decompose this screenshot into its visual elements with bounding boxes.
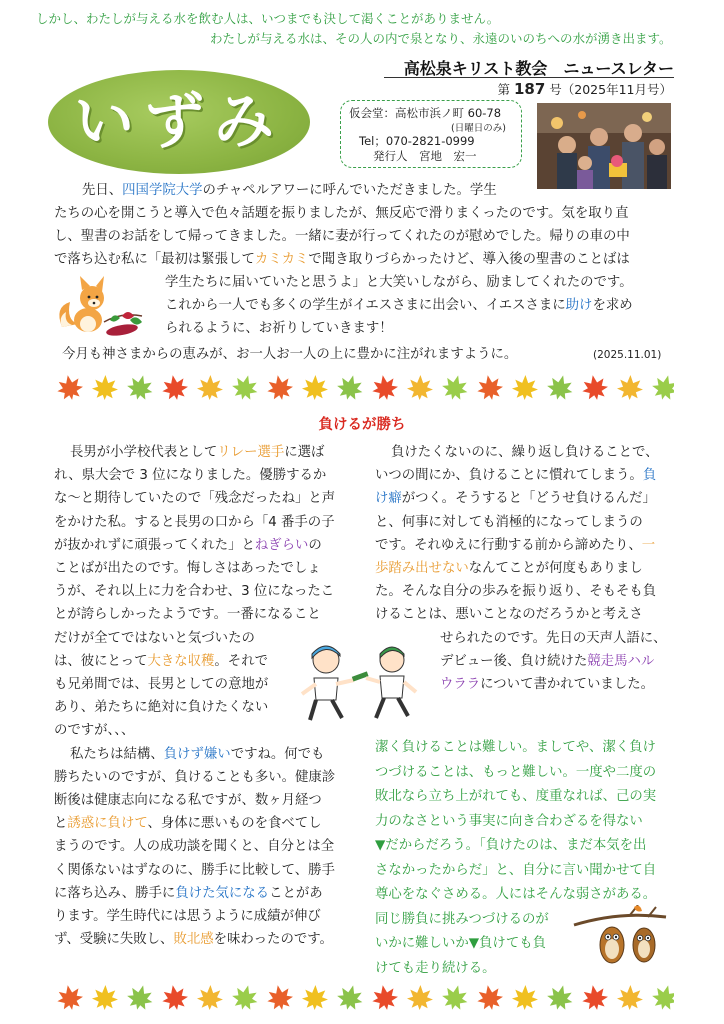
left-column-line: 長男が小学校代表としてリレー選手に選ば [70,445,325,460]
left-column-line: をかけた私。すると長男の口から「4 番手の子 [54,514,335,530]
intro-line-8: 今月も神さまからの恵みが、お一人お一人の上に豊かに注がれますように。 [62,347,518,362]
right-column-line: けることは、悪いことなのだろうかと考えさ [375,607,643,623]
right-column-line: いつの間にか、負けることに慣れてしまう。負 [375,468,657,484]
maple-leaf-icon [649,983,674,1013]
left-column-line: あり、弟たちに絶対に負けたくない [54,700,269,716]
right-column-line: け癖がつく。そうすると「どうせ負けるんだ」 [375,491,656,507]
left-column-line: ことばが出たのです。悔しさはあったでしょ [54,561,321,576]
right-column-line: デビュー後、負け続けた競走馬ハル [440,653,655,669]
logo-text: いずみ [74,87,284,157]
owl-branch-illustration [570,905,670,975]
issue-number: 187 [513,80,546,98]
maple-leaf-icon [229,983,260,1013]
izumi-logo [48,70,310,174]
maple-leaf-icon [617,985,644,1011]
maple-leaf-icon [649,373,674,403]
maple-leaf-icon [475,983,505,1012]
maple-leaf-icon [92,375,119,401]
intro-line-2: たちの心を開こうと導入で色々話題を振りましたが、無反応で滑りまくったのです。気を取り直 [54,206,629,221]
left-column-line: ず、受験に失敗し、敗北感を味わったのです。 [54,932,333,948]
maple-leaf-icon [334,983,365,1013]
left-column-line: な～と期待していたので「残念だったね」と声 [54,491,336,507]
maple-leaf-icon [580,983,610,1012]
left-column-line: 私たちは結構、負けず嫌いですね。何でも [70,746,325,762]
header-rule [384,77,674,78]
left-column-line: れ、県大会で 3 位になりました。優勝するか [54,468,327,484]
left-column-line: 勝ちたいのですが、負けることも多い。健康診 [54,769,336,785]
verse-line-1: しかし、わたしが与える水を飲む人は、いつまでも決して渇くことがありません。 [36,11,500,26]
verse-line-2: わたしが与える水は、その人の内で泉となり、永遠のいのちへの水が湧き出ます。 [210,31,672,46]
maple-leaf-icon [302,985,329,1011]
maple-leaf-icon [580,373,610,402]
maple-leaf-icon [197,375,224,401]
maple-leaf-icon [370,373,400,402]
right-column-line: 潔く負けることは難しい。ましてや、潔く負け [375,740,656,755]
issue-prefix: 第 [497,82,510,97]
maple-leaf-icon [512,375,539,401]
right-column-line: 敗北なら立ち上がれても、度重なれば、己の実 [375,789,657,804]
right-column-line: と、何事に対しても消極的になってしまうの [375,514,643,530]
leaves-border-top [54,373,674,403]
intro-line-1: 先日、四国学院大学のチャペルアワーに呼んでいただきました。学生 [82,183,497,198]
maple-leaf-icon [475,373,505,402]
maple-leaf-icon [124,983,155,1013]
maple-leaf-icon [334,373,365,403]
right-column-line: 尊心をなぐさめる。人にはそんな弱さがある。 [375,887,657,902]
right-column-line: つづけることは、もっと難しい。一度や二度の [375,764,657,780]
right-column-line: 同じ勝負に挑みつづけるのが [375,911,549,927]
maple-leaf-icon [544,373,575,403]
leaves-border-bottom [54,983,674,1013]
left-column-line: は、彼にとって大きな収穫。それで [54,653,268,669]
maple-leaf-icon [160,983,190,1012]
right-column-line: ▼だからだろう。「負けたのは、まだ本気を出 [375,838,647,853]
sunday-only: (日曜日のみ) [451,123,506,134]
left-column-line: く関係ないはずなのに、勝手に比較して、勝手 [54,862,335,878]
telephone: Tel；070-2821-0999 [359,134,475,148]
maple-leaf-icon [92,985,119,1011]
maple-leaf-icon [439,983,470,1013]
article-title: 負けるが勝ち [318,417,406,433]
issue-suffix: 号（2025年11月号） [549,82,672,97]
right-column-line: けても走り続ける。 [375,960,496,976]
maple-leaf-icon [512,985,539,1011]
fox-illustration [52,272,162,342]
right-column-line: さなかったからだ」と、自分に言い聞かせて自 [375,862,657,878]
left-column-line: も兄弟間では、長男としての意地が [54,677,269,692]
church-name: 高松泉キリスト教会 ニュースレター [403,59,674,78]
left-column-line: と誘惑に負けて、身体に悪いものを食べてし [54,816,322,832]
left-column-line: ります。学生時代には思うように成績が伸び [54,909,321,924]
relay-kids-illustration [292,638,432,733]
left-column-line: とが誇らしかったようです。一番になること [54,607,321,623]
contact-info-box [340,100,522,168]
intro-line-5: 学生たちに届いていたと思うよ」と大笑いしながら、励ましてくれたのです。 [165,275,633,290]
maple-leaf-icon [544,983,575,1013]
left-column-line: うが、それ以上に力を合わせ、3 位になったこ [54,584,335,600]
publisher: 発行人 宮地 宏一 [373,149,477,163]
right-column-line: せられたのです。先日の天声人語に、 [440,630,667,646]
left-column-line: 断後は健康志向になる私ですが、数ヶ月経つ [54,793,322,808]
maple-leaf-icon [265,373,295,402]
maple-leaf-icon [302,375,329,401]
right-column-line: いかに難しいか▼負けても負 [375,936,546,951]
intro-line-7: られるように、お祈りしていきます！ [165,321,393,336]
left-column-line: だけが全てではないと気づいたの [54,630,255,646]
maple-leaf-icon [229,373,260,403]
maple-leaf-icon [370,983,400,1012]
right-column-line: 負けたくないのに、繰り返し負けることで、 [391,445,659,460]
maple-leaf-icon [407,375,434,401]
intro-line-4: で落ち込む私に「最初は緊張してカミカミで聞き取りづらかったけど、導入後の聖書のことばは [54,252,630,267]
group-photo [537,103,671,189]
issue-info [497,80,672,98]
maple-leaf-icon [197,985,224,1011]
intro-date: (2025.11.01) [593,349,662,361]
right-column-line: ウララについて書かれていました。 [440,677,654,692]
right-column-line: た。そんな自分の歩みを振り返り、そもそも負 [375,584,657,600]
left-column-line: のですが、、、 [54,723,135,739]
maple-leaf-icon [407,985,434,1011]
left-column-line: まうのです。人の成功談を聞くと、自分とは全 [54,839,335,855]
maple-leaf-icon [55,983,85,1012]
right-column-line: です。それゆえに行動する前から諦めたり、一 [375,537,656,553]
intro-line-6: これから一人でも多くの学生がイエスさまに出会い、イエスさまに助けを求め [165,298,633,313]
address: 仮会堂：高松市浜ノ町 60-78 [349,106,502,120]
left-column-line: が抜かれずに頑張ってくれた」とねぎらいの [54,537,322,553]
tasuke-text: 助け [565,298,593,313]
maple-leaf-icon [160,373,190,402]
kamikami-text: カミカミ [254,252,309,267]
maple-leaf-icon [265,983,295,1012]
right-column-line: 力のなさという事実に向き合わざるを得ない [375,813,643,829]
maple-leaf-icon [439,373,470,403]
maple-leaf-icon [617,375,644,401]
left-column-line: に落ち込み、勝手に負けた気になることがあ [54,885,323,901]
right-column-line: 歩踏み出せないなんてことが何度もありまし [375,561,643,576]
maple-leaf-icon [124,373,155,403]
shikoku-gakuin-university: 四国学院大学 [122,183,203,198]
intro-line-3: し、聖書のお話をして帰ってきました。一緒に妻が行ってくれたのが慰めでした。帰りの車の中 [54,229,630,244]
maple-leaf-icon [55,373,85,402]
